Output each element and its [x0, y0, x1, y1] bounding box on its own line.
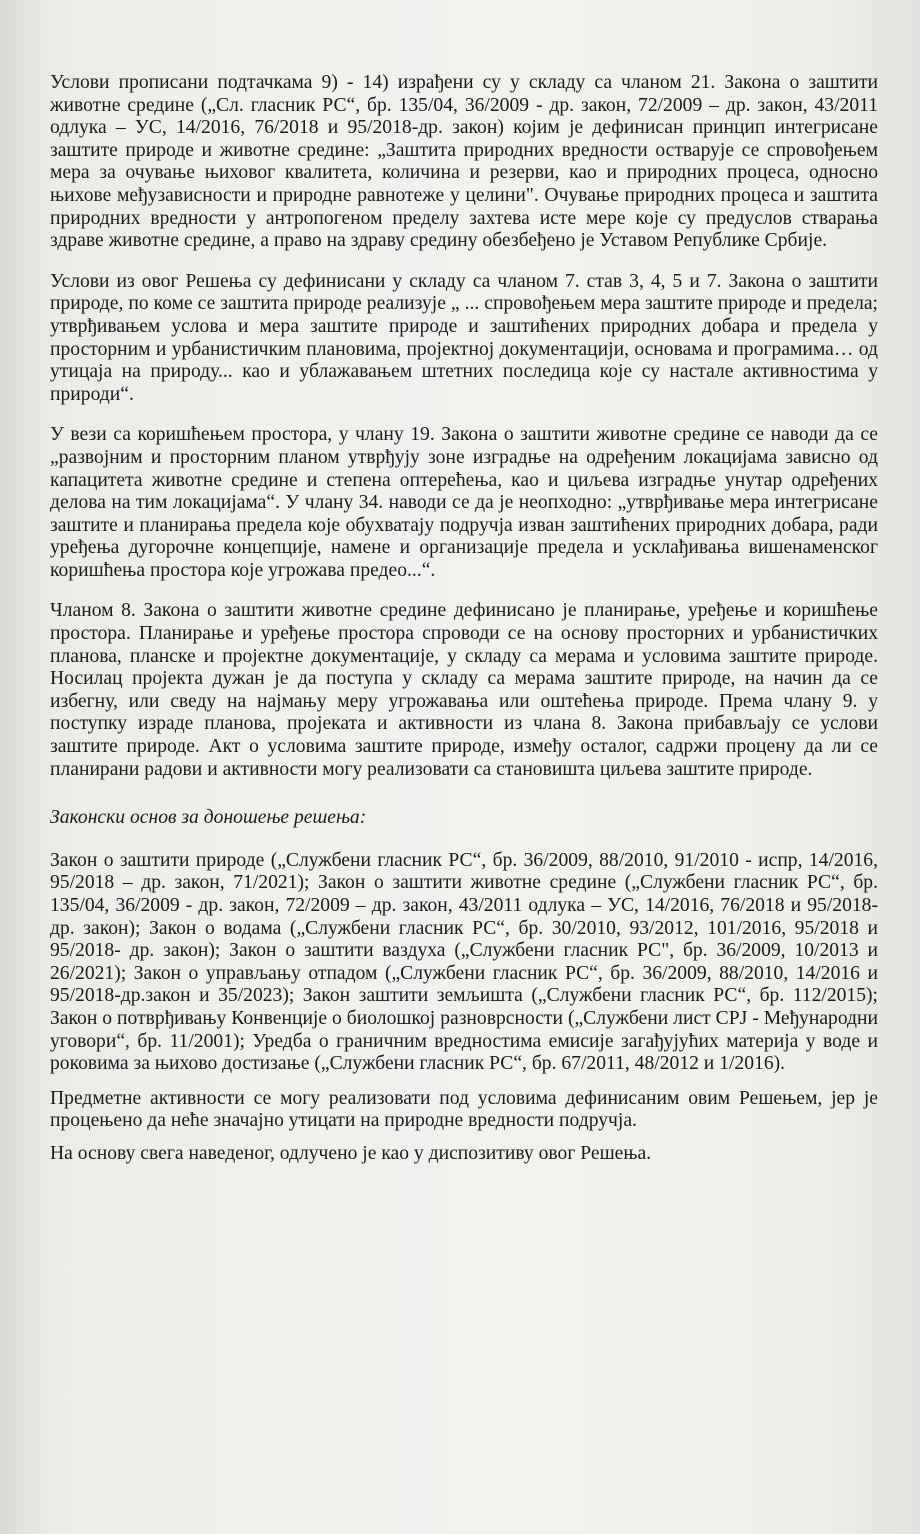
- paragraph-article-8-9: Чланом 8. Закона о заштити животне средине дефинисано је планирање, уређење и коришћење простора. Планирање и уређење простора спроводи се на основу просторних и урбанистичких планова, планске и пројектне документације, у складу са мерама и условима заштите природе. Носилац пројекта дужан је да поступа у складу са мерама заштите природе, на начин да се избегну, или сведу на најмању меру угрожавања или оштећења природе. Према члану 9. у поступку израде планова, пројеката и активности из члана 8. Закона прибављају се услови заштите природе. Акт о условима заштите природе, између осталог, садржи процену да ли се планирани радови и активности могу реализовати са становишта циљева заштите природе.: [50, 600, 878, 780]
- legal-basis-list: Закон о заштити природе („Службени гласник РС“, бр. 36/2009, 88/2010, 91/2010 - испр, 14/2016, 95/2018 – др. закон, 71/2021); Закон о заштити животне средине („Службени гласник РС“, бр. 135/04, 36/2009 - др. закон, 72/2009 – др. закон, 43/2011 одлука – УС, 14/2016, 76/2018 и 95/2018-др. закон); Закон о водама („Службени гласник РС“, бр. 30/2010, 93/2012, 101/2016, 95/2018 и 95/2018- др. закон); Закон о заштити ваздуха („Службени гласник РС", бр. 36/2009, 10/2013 и 26/2021); Закон о управљању отпадом („Службени гласник РС“, бр. 36/2009, 88/2010, 14/2016 и 95/2018-др.закон и 35/2023); Закон заштити земљишта („Службени гласник РС“, бр. 112/2015); Закон о потврђивању Конвенције о биолошкој разноврсности („Службени лист СРЈ - Међународни уговори“, бр. 11/2001); Уредба о граничним вредностима емисије загађујућих материја у воде и роковима за њихово достизање („Службени гласник РС“, бр. 67/2011, 48/2012 и 1/2016).: [50, 849, 878, 1075]
- paragraph-article-7: Услови из овог Решења су дефинисани у складу са чланом 7. став 3, 4, 5 и 7. Закона о заштити природе, по коме се заштита природе реализује „ ... спровођењем мера заштите природе и предела; утврђивањем услова и мера заштите природе и заштићених природних добара и предела у просторним и урбанистичким плановима, пројектној документацији, основама и програмима… од утицаја на природу... као и ублажавањем штетних последица које су настале активностима у природи“.: [50, 270, 878, 405]
- legal-basis-heading: Законски основ за доношење решења:: [50, 807, 367, 829]
- paragraph-article-19-34: У вези са коришћењем простора, у члану 19. Закона о заштити животне средине се наводи да се „развојним и просторним планом утврђују зоне изградње на одређеним локацијама зависно од капацитета животне средине и степена оптерећења, као и циљева изградње унутар одређених делова на тим локацијама“. У члану 34. наводи се да је неопходно: „утврђивање мера интегрисане заштите и планирања предела које обухватају подручја изван заштићених природних добара, ради уређења дугорочне концепције, намене и организације предела и усклађивања вишенаменског коришћења простора које угрожава предео...“.: [50, 424, 878, 581]
- assessment-paragraph: Предметне активности се могу реализовати под условима дефинисаним овим Решењем, јер је процењено да неће значајно утицати на природне вредности подручја.: [50, 1087, 878, 1132]
- conclusion-paragraph: На основу свега наведеног, одлучено је као у диспозитиву овог Решења.: [50, 1142, 652, 1164]
- paragraph-article-21: Услови прописани подтачкама 9) - 14) израђени су у складу са чланом 21. Закона о заштити животне средине („Сл. гласник РС“, бр. 135/04, 36/2009 - др. закон, 72/2009 – др. закон, 43/2011 одлука – УС, 14/2016, 76/2018 и 95/2018-др. закон) којим је дефинисан принцип интегрисане заштите природе и животне средине: „Заштита природних вредности остварује се спровођењем мера за очување њиховог квалитета, количина и резерви, као и природних процеса, односно њихове међузависности и природне равнотеже у целини". Очување природних процеса и заштита природних вредности у антропогеном пределу захтева исте мере које су предуслов стварања здраве животне средине, а право на здраву средину обезбеђено је Уставом Републике Србије.: [50, 72, 878, 252]
